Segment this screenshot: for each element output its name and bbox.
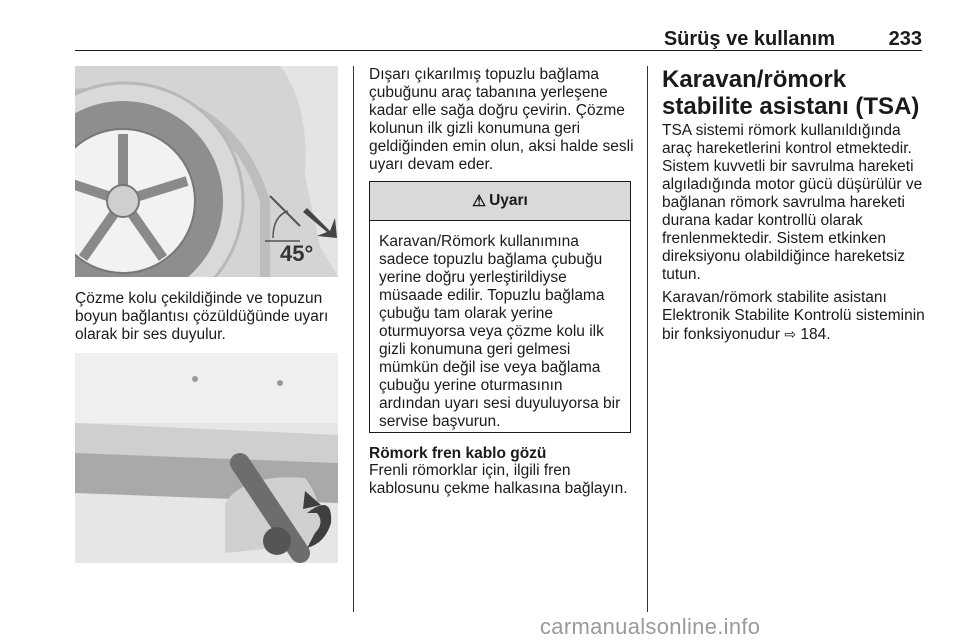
page-number: 233 xyxy=(888,28,922,50)
left-paragraph: Çözme kolu çekildiğinde ve topuzun boyun bağlantısı çözüldüğünde uyarı olarak bir ses duyulur. xyxy=(75,290,329,343)
tsa-reference-paragraph xyxy=(662,289,932,344)
section-heading-tsa: Karavan/römork stabilite asistanı (TSA) xyxy=(662,66,920,120)
page-reference-link[interactable]: 184. xyxy=(800,326,831,343)
subheading-brake-cable: Römork fren kablo gözü xyxy=(369,445,547,462)
warning-triangle-icon: ⚠ xyxy=(472,192,487,210)
warning-box xyxy=(369,181,631,433)
warning-header xyxy=(370,182,630,221)
column-divider-right xyxy=(647,66,648,612)
angle-label: 45° xyxy=(280,241,314,266)
watermark: carmanualsonline.info xyxy=(540,614,761,639)
page-reference-arrow-icon: ⇨ xyxy=(784,326,797,342)
figure-towbar xyxy=(75,353,338,563)
header-rule xyxy=(75,50,922,51)
page-header-title: Sürüş ve kullanım xyxy=(663,28,835,50)
brake-cable-paragraph: Frenli römorklar için, ilgili fren kablosunu çekme halkasına bağlayın. xyxy=(369,462,628,497)
tsa-reference-text: Karavan/römork stabilite asistanı Elektronik Stabilite Kontrolü sisteminin bir fonksiyonudur xyxy=(662,289,925,343)
warning-title: Uyarı xyxy=(489,192,528,209)
tsa-paragraph: TSA sistemi römork kullanıldığında araç hareketlerini kontrol etmektedir. Sistem kuvvetli bir savrulma hareketi algıladığında motor gücü düşürülür ve bağlanan römork savrulma hareketi durana kadar kontrollü olarak frenlenmektedir. Sistem etkinken direksiyonu olabildiğince hareketsiz tutun. xyxy=(662,122,923,283)
figure-release-lever xyxy=(75,66,338,277)
column-divider xyxy=(353,66,354,612)
warning-text: Karavan/Römork kullanımına sadece topuzlu bağlama çubuğu yerine doğru yerleştirildiyse müsaade edilir. Topuzlu bağlama çubuğu tam olarak yerine oturmuyorsa veya çözme kolu ilk gizli konumuna geri gelmesi mümkün değil ise veya bağlama çubuğu yerine oturmasının ardından uyarı sesi duyuluyorsa bir servise başvurun. xyxy=(379,233,621,430)
middle-paragraph: Dışarı çıkarılmış topuzlu bağlama çubuğunu araç tabanına yerleşene kadar elle sağa doğru çevirin. Çözme kolunun ilk gizli konumuna geri geldiğinden emin olun, aksi halde sesli uyarı devam eder. xyxy=(369,66,634,173)
